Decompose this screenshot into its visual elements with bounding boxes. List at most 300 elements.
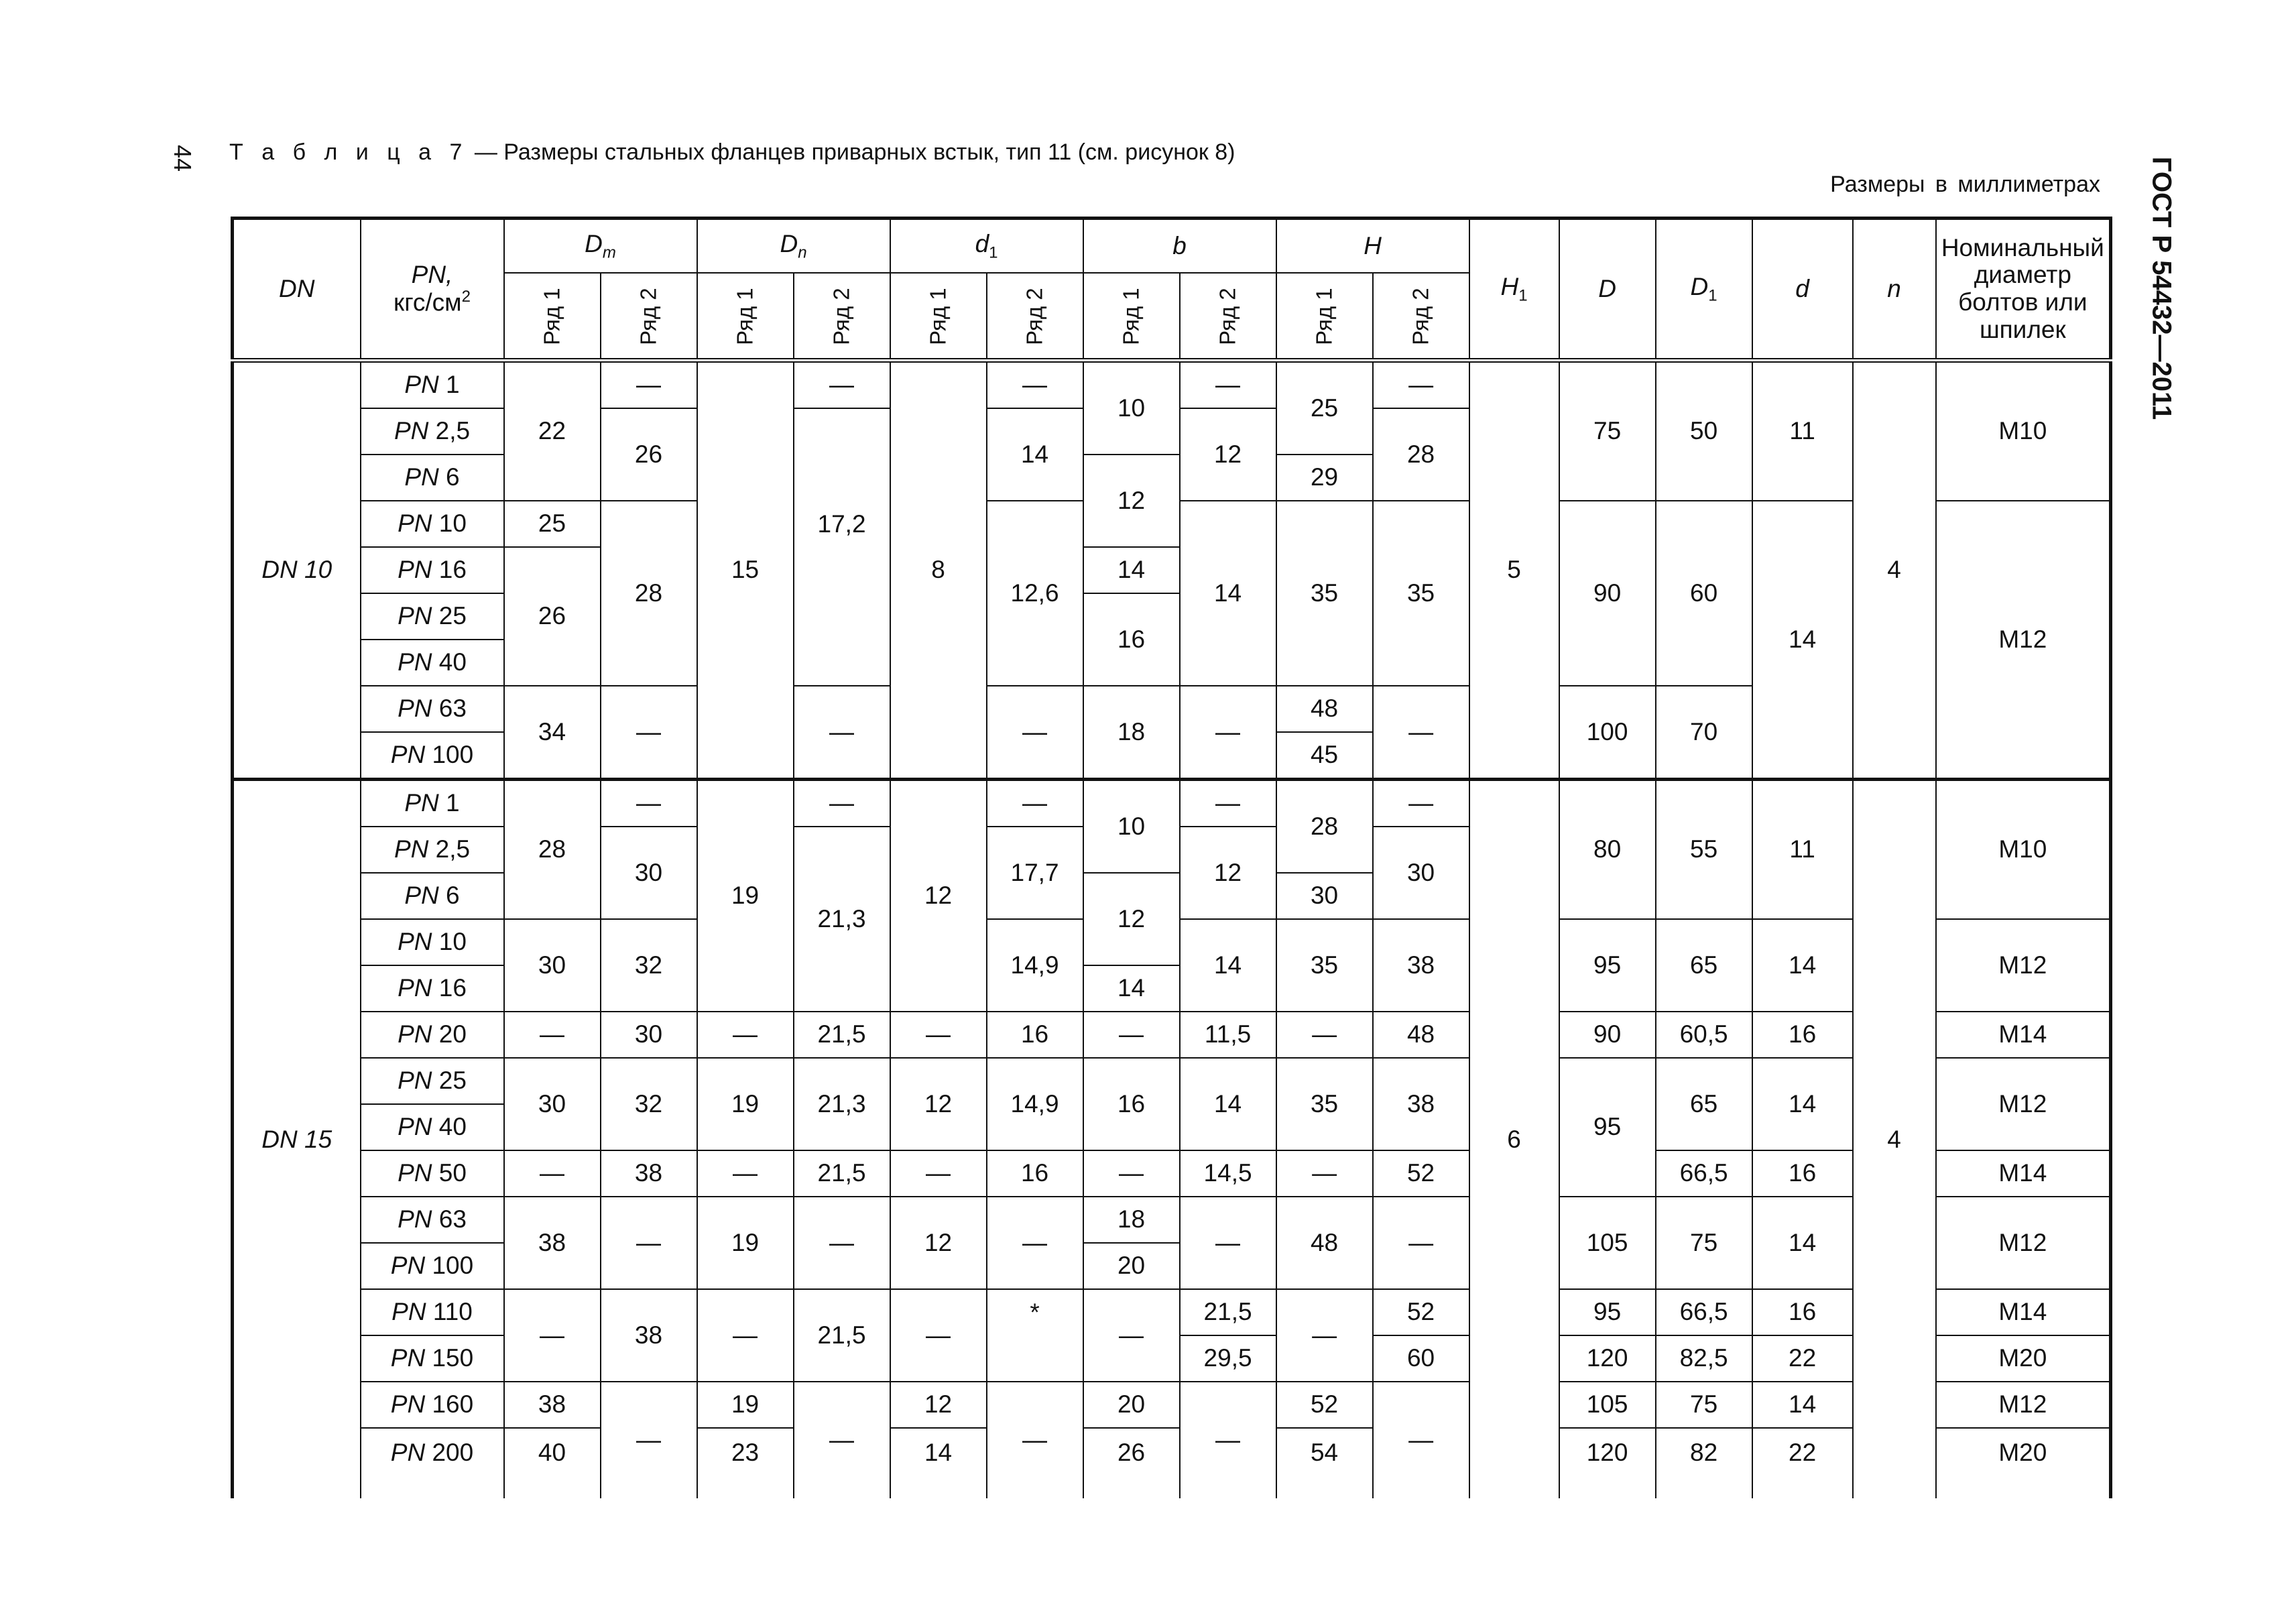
cell-bolt: М20 [1936,1335,2111,1382]
cell-d: 22 [1752,1428,1853,1498]
cell-d: 14 [1752,919,1853,1012]
cell-b2: 21,5 [1180,1289,1276,1335]
cell-dn2: — [794,1197,890,1289]
pn-prefix: PN [404,463,439,491]
cell-h1r: 29 [1276,455,1373,501]
pn-cell [361,1104,504,1150]
pn-prefix: PN [394,417,429,445]
header-d1-symbol: d [975,229,989,257]
cell-D1: 65 [1656,1058,1752,1150]
cell-b2: 12 [1180,827,1276,919]
pn-cell [361,1197,504,1243]
header-d1-row2 [987,273,1083,361]
cell-dm2: — [601,1197,697,1289]
table-row [233,1428,2111,1498]
pn-value: 40 [438,648,467,676]
cell-h1r: 48 [1276,686,1373,732]
cell-h1r: 35 [1276,919,1373,1012]
header-b-row2 [1180,273,1276,361]
cell-dm1: 22 [504,361,601,501]
pn-prefix: PN [390,1439,426,1466]
pn-value: 16 [438,556,467,584]
cell-dn1: 19 [697,1382,794,1428]
header-h-row1 [1276,273,1373,361]
cell-bolt: М12 [1936,501,2111,780]
cell-d12: — [987,1382,1083,1498]
cell-d: 14 [1752,1382,1853,1428]
cell-dm1: 40 [504,1428,601,1498]
cell-dm2: — [601,686,697,780]
cell-dn2: — [794,361,890,409]
header-dn-col [697,219,890,274]
cell-d11: 12 [890,780,987,1012]
header-d1-row2-label: Ряд 2 [1022,288,1047,345]
pn-value: 16 [438,974,467,1002]
cell-h2r: 52 [1373,1150,1469,1197]
pn-cell [361,1058,504,1104]
cell-h1r: 45 [1276,732,1373,780]
pn-prefix: PN [404,882,439,910]
table-row [233,1150,2111,1197]
table-row [233,1058,2111,1104]
header-d1-row1 [890,273,987,361]
cell-bolt: М14 [1936,1012,2111,1058]
pn-value: 6 [446,463,460,491]
cell-h1r: — [1276,1289,1373,1382]
table-row [233,780,2111,827]
header-dm-row2-label: Ряд 2 [636,288,661,345]
pn-cell [361,686,504,732]
header-dn-row2 [794,273,890,361]
cell-h1r: — [1276,1012,1373,1058]
pn-value: 1 [446,789,460,817]
pn-value: 10 [438,509,467,538]
cell-d12: 17,7 [987,827,1083,919]
pn-prefix: PN [398,1020,432,1048]
pn-cell [361,827,504,873]
cell-dn1: — [697,1289,794,1382]
cell-b2: 29,5 [1180,1335,1276,1382]
pn-value: 2,5 [435,835,471,863]
cell-dm2: 38 [601,1289,697,1382]
cell-b1: 18 [1083,1197,1180,1243]
cell-b1: — [1083,1012,1180,1058]
cell-bolt: М12 [1936,1197,2111,1289]
cell-b2: — [1180,361,1276,409]
cell-d: 16 [1752,1012,1853,1058]
pn-value: 6 [446,882,460,910]
cell-D: 105 [1559,1197,1656,1289]
cell-d11: — [890,1012,987,1058]
cell-b1: 26 [1083,1428,1180,1498]
cell-d: 16 [1752,1289,1853,1335]
pn-cell [361,1012,504,1058]
pn-value: 100 [432,741,474,769]
header-b-row2-label: Ряд 2 [1215,288,1240,345]
pn-cell [361,501,504,547]
cell-dm2: — [601,361,697,409]
header-dn: DN [233,219,361,361]
cell-d11: 12 [890,1058,987,1150]
cell-h2r: 60 [1373,1335,1469,1382]
cell-dm2: 28 [601,501,697,686]
header-h1 [1469,219,1559,361]
cell-h2r: — [1373,1382,1469,1498]
cell-b2: — [1180,780,1276,827]
cell-dn2: 21,3 [794,1058,890,1150]
cell-dm1: 25 [504,501,601,547]
units-note: Размеры в миллиметрах [1830,172,2100,197]
cell-b1: 14 [1083,547,1180,593]
header-dm-row1 [504,273,601,361]
cell-d: 11 [1752,361,1853,501]
cell-b1: 10 [1083,780,1180,874]
cell-bolt: М10 [1936,361,2111,501]
table-row [233,1012,2111,1058]
cell-dm2: 38 [601,1150,697,1197]
cell-h1r: 54 [1276,1428,1373,1498]
pn-cell [361,593,504,640]
cell-h2r: — [1373,686,1469,780]
cell-dn2: 21,5 [794,1012,890,1058]
cell-D: 90 [1559,1012,1656,1058]
cell-b2: 11,5 [1180,1012,1276,1058]
pn-prefix: PN [398,974,432,1002]
cell-h2r: 35 [1373,501,1469,686]
cell-d: 11 [1752,780,1853,920]
pn-cell [361,919,504,965]
cell-D1: 70 [1656,686,1752,780]
cell-dm1: 38 [504,1382,601,1428]
cell-D: 120 [1559,1335,1656,1382]
header-dn-row2-label: Ряд 2 [829,288,854,345]
pn-value: 63 [438,1205,467,1234]
cell-bolt: М10 [1936,780,2111,920]
cell-b2: 14,5 [1180,1150,1276,1197]
pn-value: 50 [438,1159,467,1187]
cell-d12: 16 [987,1150,1083,1197]
cell-dm1: 26 [504,547,601,686]
cell-D: 120 [1559,1428,1656,1498]
cell-h2r: — [1373,780,1469,827]
pn-cell [361,780,504,827]
cell-dm2: — [601,1382,697,1498]
cell-bolt: М14 [1936,1150,2111,1197]
block-dn10 [233,361,2111,780]
pn-value: 2,5 [435,417,471,445]
pn-cell [361,547,504,593]
cell-D: 105 [1559,1382,1656,1428]
cell-n: 4 [1853,780,1936,1499]
pn-value: 200 [432,1439,474,1466]
cell-d11: 14 [890,1428,987,1498]
cell-dn1: 19 [697,1058,794,1150]
cell-D1: 60,5 [1656,1012,1752,1058]
pn-cell [361,1289,504,1335]
pn-value: 40 [438,1113,467,1141]
cell-D1: 82 [1656,1428,1752,1498]
cell-D1: 55 [1656,780,1752,920]
header-dm-sub: m [602,243,616,261]
cell-dn2: — [794,686,890,780]
cell-D1: 66,5 [1656,1150,1752,1197]
cell-d: 16 [1752,1150,1853,1197]
dn-label: DN 10 [233,361,361,780]
cell-b1: — [1083,1289,1180,1382]
cell-bolt: М14 [1936,1289,2111,1335]
cell-D1: 50 [1656,361,1752,501]
caption-text: — Размеры стальных фланцев приварных встык, тип 11 (см. рисунок 8) [468,139,1235,165]
cell-D: 75 [1559,361,1656,501]
cell-dm2: 26 [601,408,697,501]
cell-h2r: 52 [1373,1289,1469,1335]
cell-b1: 10 [1083,361,1180,455]
flange-dimensions-table [231,217,2112,1498]
header-h-row2-label: Ряд 2 [1408,288,1433,345]
cell-dn2: 21,5 [794,1289,890,1382]
cell-dm1: 34 [504,686,601,780]
cell-D: 80 [1559,780,1656,920]
header-d: d [1752,219,1853,361]
pn-value: 25 [438,1067,467,1095]
cell-dn1: — [697,1012,794,1058]
cell-D1: 65 [1656,919,1752,1012]
cell-dm2: 32 [601,919,697,1012]
pn-prefix: PN [398,695,432,723]
cell-D: 95 [1559,919,1656,1012]
pn-prefix: PN [404,371,439,399]
pn-prefix: PN [390,1344,426,1372]
cell-d12: 12,6 [987,501,1083,686]
pn-prefix: PN [398,928,432,956]
pn-cell [361,1382,504,1428]
header-h: H [1276,219,1469,274]
cell-dm1: 38 [504,1197,601,1289]
cell-bolt: М12 [1936,919,2111,1012]
pn-prefix: PN [398,556,432,584]
header-D1-symbol: D [1690,272,1709,300]
cell-d11: 8 [890,361,987,780]
cell-n: 4 [1853,361,1936,780]
cell-H1: 5 [1469,361,1559,780]
cell-b2: 14 [1180,501,1276,686]
cell-h2r: 38 [1373,919,1469,1012]
cell-b2: 14 [1180,919,1276,1012]
cell-h2r: — [1373,361,1469,409]
cell-dn2: — [794,780,890,827]
header-d1-row1-label: Ряд 1 [925,288,951,345]
header-h-row2 [1373,273,1469,361]
cell-dm2: 30 [601,1012,697,1058]
cell-d: 14 [1752,501,1853,780]
cell-dm1: 30 [504,1058,601,1150]
pn-cell [361,1243,504,1289]
pn-cell [361,1150,504,1197]
table-row [233,1197,2111,1243]
pn-prefix: PN [398,648,432,676]
cell-D: 100 [1559,686,1656,780]
pn-value: 20 [438,1020,467,1048]
cell-d11: — [890,1150,987,1197]
cell-D1: 75 [1656,1197,1752,1289]
cell-d12: 16 [987,1012,1083,1058]
table-row [233,361,2111,409]
pn-cell [361,640,504,686]
cell-b1: 20 [1083,1382,1180,1428]
cell-d12: * [987,1289,1083,1335]
pn-value: 25 [438,602,467,630]
pn-prefix: PN [398,602,432,630]
cell-d11: — [890,1289,987,1382]
cell-d: 14 [1752,1058,1853,1150]
cell-b1: 12 [1083,455,1180,547]
pn-cell [361,455,504,501]
header-D: D [1559,219,1656,361]
cell-h2r: 28 [1373,408,1469,501]
cell-d12: — [987,361,1083,409]
header-dn-col-symbol: D [780,229,798,257]
cell-b2: 14 [1180,1058,1276,1150]
header-bolt-diameter: Номинальный диаметр болтов или шпилек [1936,219,2111,361]
cell-dm1: — [504,1289,601,1382]
header-dm-row1-label: Ряд 1 [539,288,564,345]
header-h-row1-label: Ряд 1 [1311,288,1337,345]
cell-D: 95 [1559,1289,1656,1335]
cell-dn1: 15 [697,361,794,780]
cell-dn1: 19 [697,780,794,1012]
cell-h1r: 25 [1276,361,1373,455]
page-number: 44 [169,144,196,172]
cell-b1: 20 [1083,1243,1180,1289]
pn-cell [361,732,504,780]
cell-h1r: 35 [1276,1058,1373,1150]
pn-prefix: PN [398,1067,432,1095]
cell-d: 14 [1752,1197,1853,1289]
cell-dn1: 23 [697,1428,794,1498]
header-D1-sub: 1 [1708,286,1717,304]
cell-d12: 14,9 [987,1058,1083,1150]
cell-d11: 12 [890,1382,987,1428]
pn-prefix: PN [398,1159,432,1187]
pn-prefix: PN [390,1252,426,1280]
header-pn-unit-sup: 2 [461,288,471,306]
cell-H1: 6 [1469,780,1559,1499]
cell-dn2: 21,3 [794,827,890,1012]
header-pn [361,219,504,361]
cell-b2: — [1180,686,1276,780]
cell-h2r: 30 [1373,827,1469,919]
pn-cell [361,408,504,455]
cell-D1: 60 [1656,501,1752,686]
cell-D1: 66,5 [1656,1289,1752,1335]
pn-value: 10 [438,928,467,956]
header-n: n [1853,219,1936,361]
cell-b1: 16 [1083,593,1180,686]
cell-d12: — [987,780,1083,827]
header-b: b [1083,219,1276,274]
cell-b1: 12 [1083,873,1180,965]
pn-cell [361,361,504,409]
cell-b1: 16 [1083,1058,1180,1150]
cell-dm1: 30 [504,919,601,1012]
cell-bolt: М12 [1936,1382,2111,1428]
cell-dm2: 30 [601,827,697,919]
cell-d: 22 [1752,1335,1853,1382]
cell-dn1: — [697,1150,794,1197]
cell-dm2: 32 [601,1058,697,1150]
cell-dn1: 19 [697,1197,794,1289]
header-dm-row2 [601,273,697,361]
pn-cell [361,1428,504,1498]
cell-b1: 18 [1083,686,1180,780]
pn-value: 63 [438,695,467,723]
cell-b2: — [1180,1197,1276,1289]
header-dm [504,219,697,274]
cell-dm1: 28 [504,780,601,920]
header-h1-symbol: H [1500,272,1519,300]
cell-D: 95 [1559,1058,1656,1197]
pn-prefix: PN [398,1113,432,1141]
cell-h1r: 30 [1276,873,1373,919]
pn-prefix: PN [404,789,439,817]
header-d1-sub: 1 [989,243,998,261]
pn-value: 150 [432,1344,474,1372]
standard-designation: ГОСТ Р 54432—2011 [2147,156,2177,420]
cell-dm1: — [504,1012,601,1058]
pn-prefix: PN [390,741,426,769]
cell-d11: 12 [890,1197,987,1289]
dn-label: DN 15 [233,780,361,1499]
header-h1-sub: 1 [1518,286,1528,304]
header-dn-row1-label: Ряд 1 [732,288,758,345]
pn-cell [361,965,504,1012]
cell-h2r: 38 [1373,1058,1469,1150]
cell-dn2: — [794,1382,890,1498]
pn-value: 110 [432,1298,473,1326]
table-row [233,1382,2111,1428]
cell-d12: — [987,1197,1083,1289]
cell-d12: — [987,686,1083,780]
cell-h1r: 28 [1276,780,1373,874]
pn-cell [361,1335,504,1382]
header-d1 [890,219,1083,274]
cell-h1r: — [1276,1150,1373,1197]
cell-h1r: 35 [1276,501,1373,686]
cell-b2: — [1180,1382,1276,1498]
table-caption [229,139,1235,166]
cell-D: 90 [1559,501,1656,686]
cell-b1: 14 [1083,965,1180,1012]
header-b-row1-label: Ряд 1 [1118,288,1144,345]
cell-D1: 82,5 [1656,1335,1752,1382]
cell-dn2: 17,2 [794,408,890,640]
cell-b1: — [1083,1150,1180,1197]
cell-D1: 75 [1656,1382,1752,1428]
cell-bolt: М20 [1936,1428,2111,1498]
header-dn-col-sub: n [798,243,807,261]
cell-h1r: 52 [1276,1382,1373,1428]
header-D1 [1656,219,1752,361]
cell-dm2: — [601,780,697,827]
header-dm-symbol: D [585,229,603,257]
cell-h2r: 48 [1373,1012,1469,1058]
cell-b2: 12 [1180,408,1276,501]
caption-prefix: Т а б л и ц а 7 [229,139,469,165]
pn-prefix: PN [398,1205,432,1234]
pn-prefix: PN [398,509,432,538]
table-row [233,1289,2111,1335]
block-dn15 [233,780,2111,1499]
